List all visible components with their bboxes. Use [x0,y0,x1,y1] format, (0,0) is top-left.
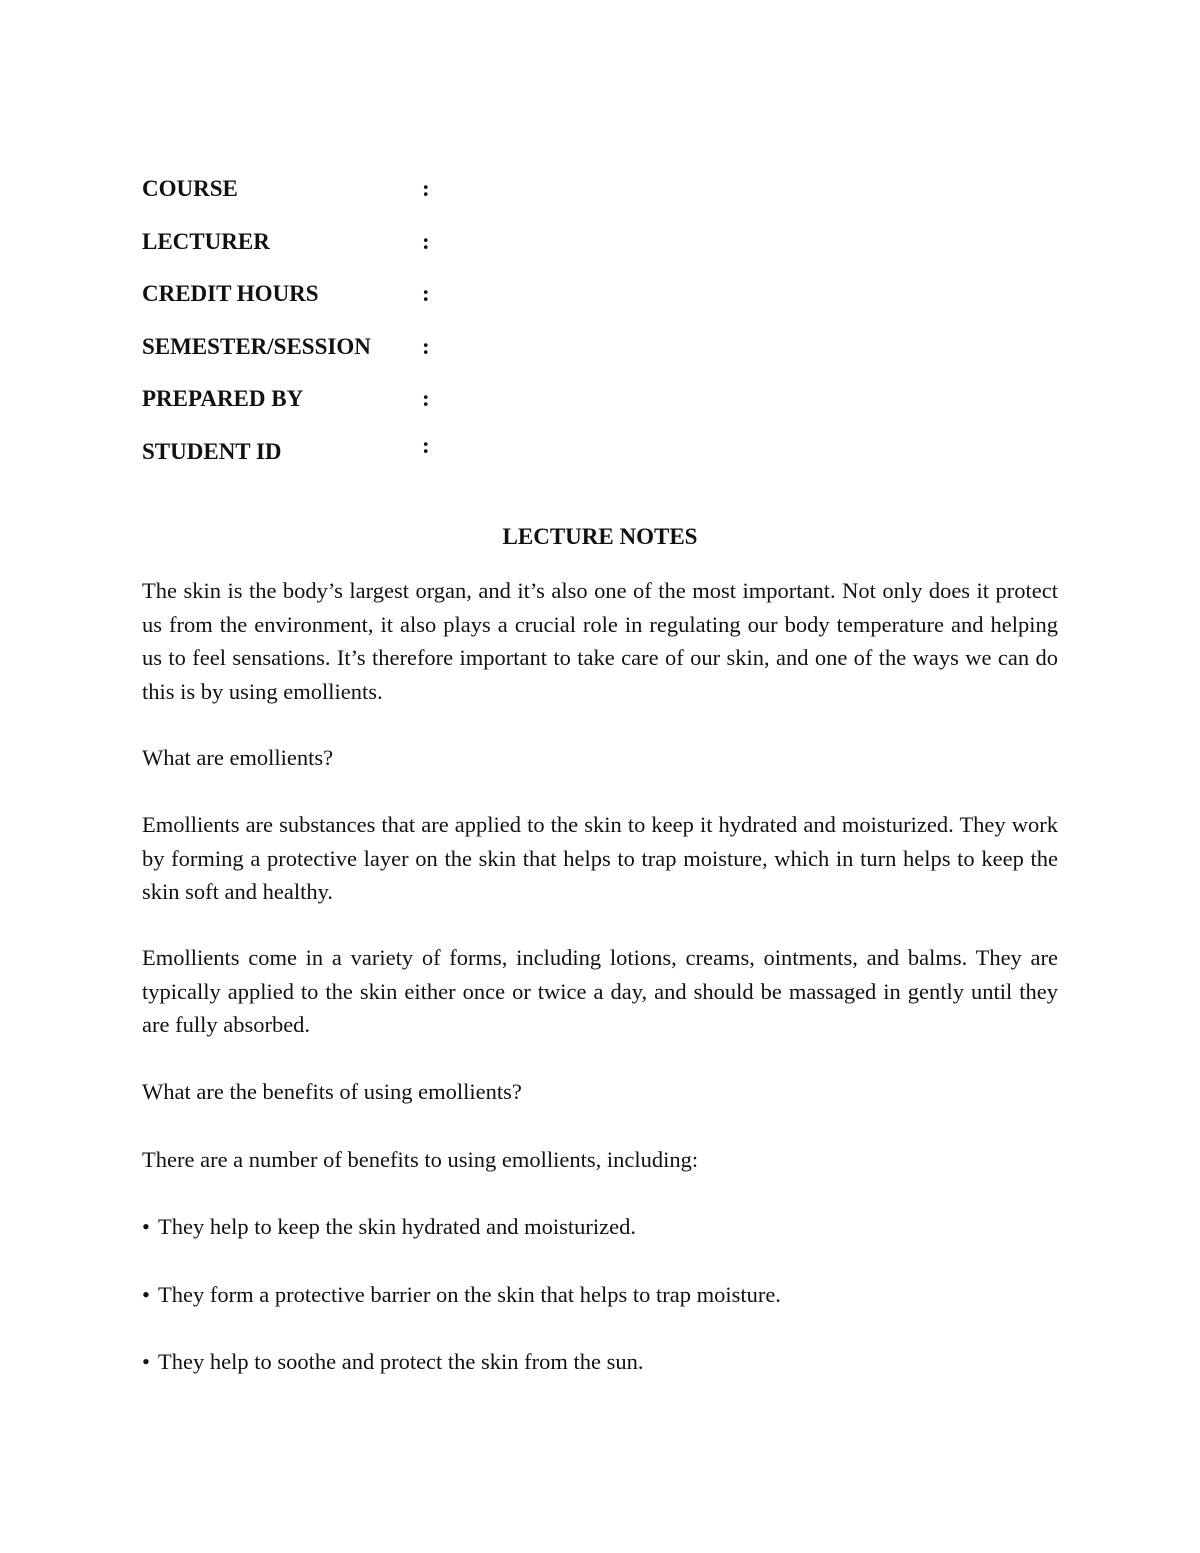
benefits-heading: What are the benefits of using emollients? [142,1079,522,1104]
list-item-text: They help to soothe and protect the skin from the sun. [158,1349,644,1374]
bullet-marker: • [142,1282,150,1307]
header-label: COURSE [142,176,238,201]
header-label: SEMESTER/SESSION [142,333,371,359]
header-label: PREPARED BY [142,386,304,411]
document-title: LECTURE NOTES [502,524,698,549]
list-item [142,1278,1058,1312]
list-item-text: They help to keep the skin hydrated and moisturized. [158,1214,636,1239]
header-separator: : [422,176,430,201]
header-separator: : [422,281,430,306]
forms-paragraph: Emollients come in a variety of forms, including lotions, creams, ointments, and balms. They are typically applied to the skin either once or twice a day, and should be massaged in gently until they are fully absorbed. [142,945,1058,1037]
bullet-marker: • [142,1214,150,1239]
list-item-text: They form a protective barrier on the skin that helps to trap moisture. [158,1282,781,1307]
question-heading: What are emollients? [142,745,334,770]
definition-paragraph: Emollients are substances that are applied to the skin to keep it hydrated and moisturized. They work by forming a protective layer on the skin that helps to trap moisture, which in turn helps to keep the skin soft and healthy. [142,812,1058,904]
list-item [142,1210,1058,1244]
header-separator: : [422,333,430,359]
bullet-marker: • [142,1349,150,1374]
benefits-intro: There are a number of benefits to using emollients, including: [142,1147,699,1172]
header-separator: : [422,386,430,411]
header-label: CREDIT HOURS [142,281,319,306]
header-separator: : [422,432,430,458]
header-label: STUDENT ID [142,438,282,464]
header-label: LECTURER [142,228,270,254]
header-separator: : [422,228,430,254]
intro-paragraph: The skin is the body’s largest organ, and it’s also one of the most important. Not only does it protect us from the environment, it also plays a crucial role in regulating our body temperature and helping us to feel sensations. It’s therefore important to take care of our skin, and one of the ways we can do this is by using emollients. [142,578,1058,704]
list-item [142,1345,1058,1379]
